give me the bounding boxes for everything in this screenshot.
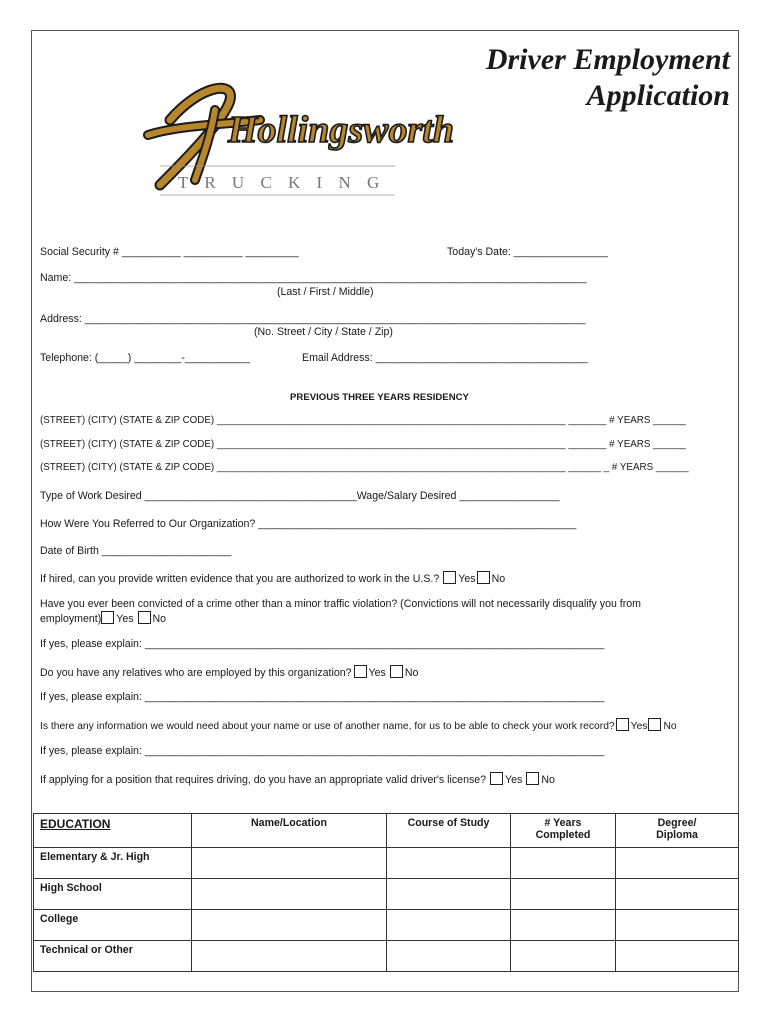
table-row	[34, 848, 739, 879]
license-question	[40, 772, 555, 786]
relatives-no-checkbox[interactable]	[390, 665, 403, 678]
logo-tagline: T R U C K I N G	[178, 173, 386, 192]
relatives-text: Do you have any relatives who are employed by this organization?	[40, 667, 352, 679]
table-cell[interactable]	[387, 910, 511, 941]
authorized-text: If hired, can you provide written evidence that you are authorized to work in the U.S.?	[40, 573, 440, 585]
table-cell[interactable]	[192, 848, 387, 879]
title-line-1: Driver Employment	[485, 43, 730, 76]
explain-field-2[interactable]: If yes, please explain: ______________________________________________________________________________	[40, 691, 605, 703]
table-row	[34, 941, 739, 972]
residency-heading: PREVIOUS THREE YEARS RESIDENCY	[290, 392, 469, 403]
table-cell[interactable]	[616, 879, 739, 910]
convicted-yes-checkbox[interactable]	[101, 611, 114, 624]
work-desired-field[interactable]: Type of Work Desired ____________________________________Wage/Salary Desired _________________	[40, 490, 560, 502]
table-row	[34, 879, 739, 910]
row-label-high-school: High School	[34, 879, 192, 910]
relatives-no-label: No	[404, 667, 419, 679]
table-cell[interactable]	[616, 910, 739, 941]
col-course-of-study: Course of Study	[387, 814, 511, 848]
row-label-technical: Technical or Other	[34, 941, 192, 972]
logo-script-text: Hollingsworth	[228, 109, 454, 151]
table-cell[interactable]	[192, 910, 387, 941]
table-cell[interactable]	[511, 910, 616, 941]
license-text: If applying for a position that requires driving, do you have an appropriate valid driver's license?	[40, 774, 487, 786]
residency-row-3[interactable]: (STREET) (CITY) (STATE & ZIP CODE) ________________________________________________________________ ______ _ # YEARS ______	[40, 462, 689, 473]
license-yes-label: Yes	[505, 774, 523, 786]
company-logo	[140, 70, 454, 205]
other-name-yes-label: Yes	[630, 721, 648, 732]
other-name-question	[40, 718, 677, 733]
table-cell[interactable]	[192, 941, 387, 972]
table-cell[interactable]	[616, 848, 739, 879]
ssn-field[interactable]: Social Security # __________ __________ _________	[40, 246, 299, 258]
authorized-yes-checkbox[interactable]	[443, 571, 456, 584]
table-cell[interactable]	[511, 848, 616, 879]
table-cell[interactable]	[192, 879, 387, 910]
table-cell[interactable]	[511, 941, 616, 972]
education-title-cell	[34, 814, 192, 848]
table-cell[interactable]	[616, 941, 739, 972]
title-line-2: Application	[586, 79, 730, 112]
convicted-text: employment)	[40, 613, 102, 625]
relatives-question	[40, 665, 418, 679]
license-no-label: No	[541, 774, 555, 786]
referred-field[interactable]: How Were You Referred to Our Organization? ______________________________________________________	[40, 518, 577, 530]
authorized-no-checkbox[interactable]	[477, 571, 490, 584]
education-header-row	[34, 814, 739, 848]
other-name-yes-checkbox[interactable]	[616, 718, 629, 731]
residency-row-2[interactable]: (STREET) (CITY) (STATE & ZIP CODE) ________________________________________________________________ _______ # YEARS ______	[40, 439, 686, 450]
todays-date-field[interactable]: Today's Date: ________________	[447, 246, 609, 258]
license-yes-checkbox[interactable]	[490, 772, 503, 785]
education-table	[33, 813, 739, 972]
col-name-location: Name/Location	[192, 814, 387, 848]
email-field[interactable]: Email Address: ____________________________________	[302, 352, 588, 364]
convicted-question-line2	[40, 611, 166, 625]
authorized-yes-label: Yes	[458, 573, 476, 585]
col-years-completed: # Years Completed	[511, 814, 616, 848]
explain-field-1[interactable]: If yes, please explain: ______________________________________________________________________________	[40, 638, 605, 650]
row-label-elementary: Elementary & Jr. High	[34, 848, 192, 879]
table-cell[interactable]	[387, 879, 511, 910]
education-title: EDUCATION	[40, 817, 111, 831]
name-field[interactable]: Name: _______________________________________________________________________________________	[40, 272, 587, 284]
relatives-yes-checkbox[interactable]	[354, 665, 367, 678]
logo-script	[148, 88, 454, 185]
other-name-no-label: No	[663, 721, 677, 732]
table-row	[34, 910, 739, 941]
other-name-text: Is there any information we would need about your name or use of another name, for us to be able to check your work record?	[40, 721, 615, 732]
dob-field[interactable]: Date of Birth ______________________	[40, 545, 232, 557]
table-cell[interactable]	[387, 941, 511, 972]
row-label-college: College	[34, 910, 192, 941]
relatives-yes-label: Yes	[368, 667, 386, 679]
address-field[interactable]: Address: _____________________________________________________________________________________	[40, 313, 586, 325]
authorized-question	[40, 571, 505, 585]
convicted-no-checkbox[interactable]	[138, 611, 151, 624]
license-no-checkbox[interactable]	[526, 772, 539, 785]
table-cell[interactable]	[511, 879, 616, 910]
convicted-no-label: No	[152, 613, 167, 625]
authorized-no-label: No	[491, 573, 506, 585]
name-hint: (Last / First / Middle)	[277, 286, 374, 298]
telephone-field[interactable]: Telephone: (_____) ________-___________	[40, 352, 250, 364]
address-hint: (No. Street / City / State / Zip)	[254, 326, 393, 338]
col-degree-diploma: Degree/ Diploma	[616, 814, 739, 848]
residency-row-1[interactable]: (STREET) (CITY) (STATE & ZIP CODE) ________________________________________________________________ _______ # YEARS ______	[40, 415, 686, 426]
convicted-yes-label: Yes	[116, 613, 134, 625]
table-cell[interactable]	[387, 848, 511, 879]
convicted-question-line1: Have you ever been convicted of a crime other than a minor traffic violation? (Convictions will not necessarily disqualify you from	[40, 598, 641, 610]
other-name-no-checkbox[interactable]	[648, 718, 661, 731]
explain-field-3[interactable]: If yes, please explain: ______________________________________________________________________________	[40, 745, 605, 757]
page-title	[486, 42, 730, 114]
